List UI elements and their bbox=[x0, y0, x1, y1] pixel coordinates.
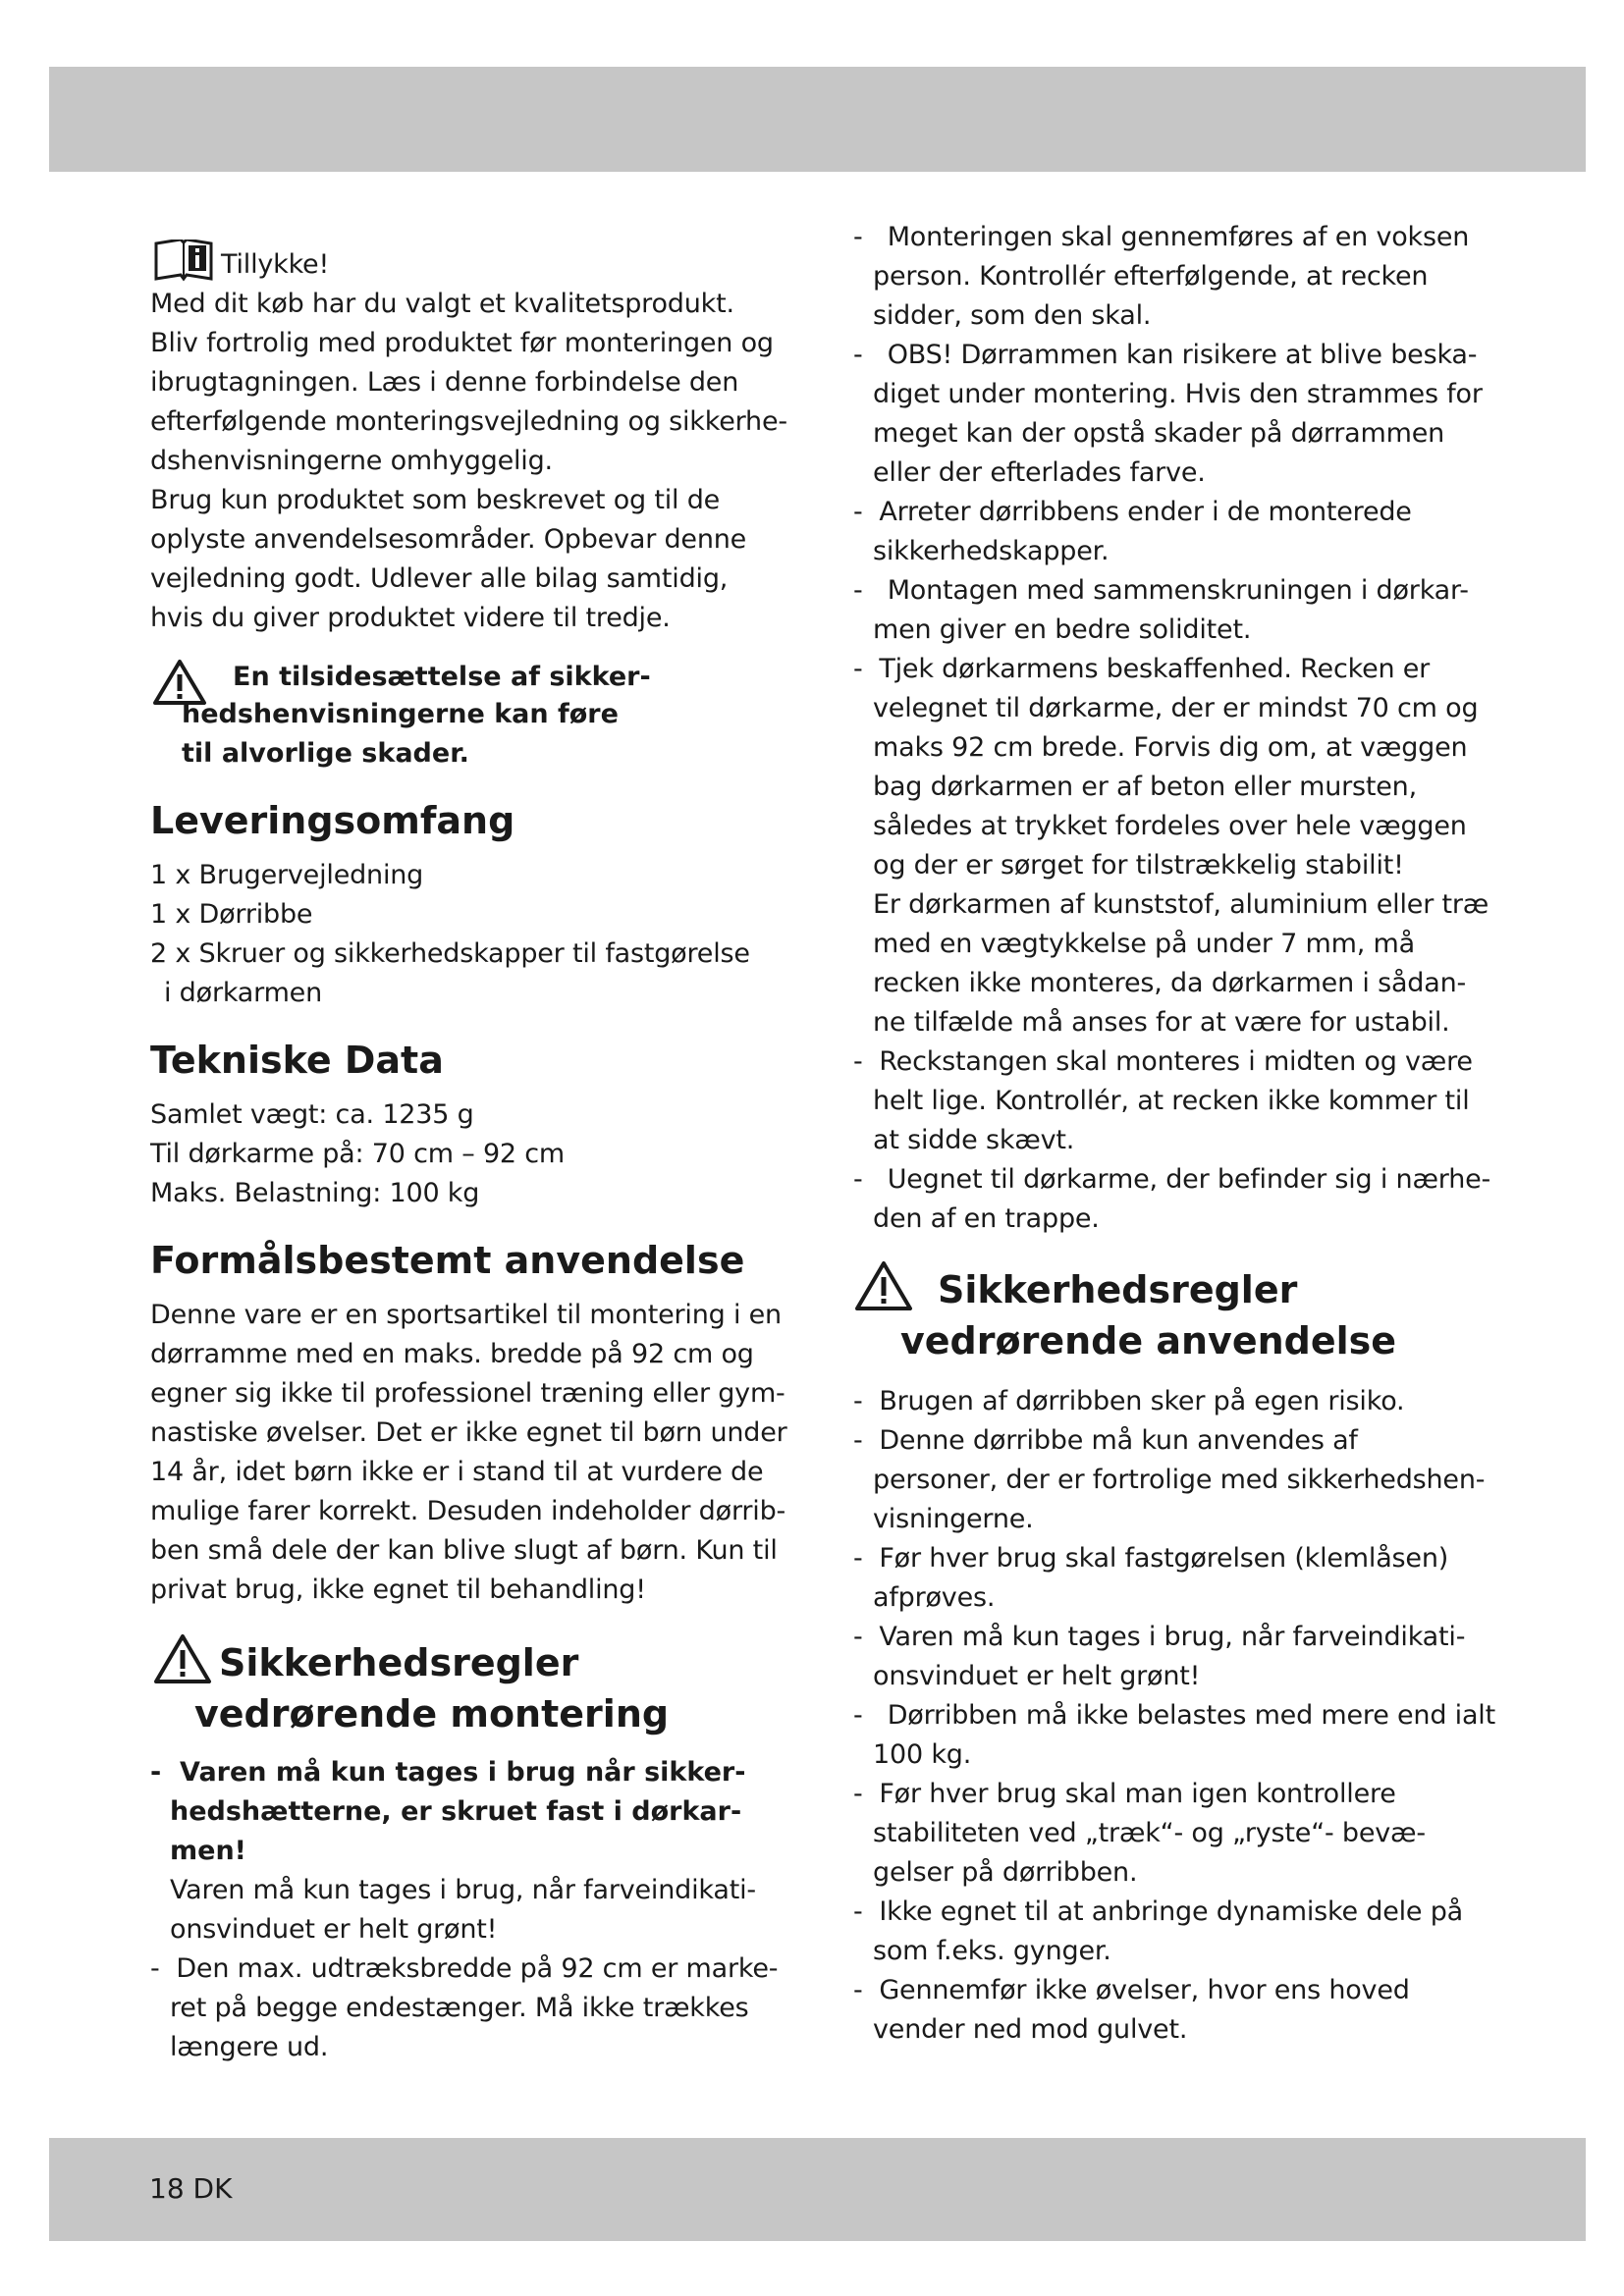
dash: - bbox=[853, 1975, 863, 2005]
intended-line: egner sig ikke til professionel træning eller gym- bbox=[150, 1378, 785, 1409]
usage-line: personer, der er fortrolige med sikkerhedshen- bbox=[873, 1465, 1486, 1495]
rule-text: Uegnet til dørkarme, der befinder sig i nærhe- bbox=[887, 1164, 1491, 1195]
intro-title: Tillykke! bbox=[221, 249, 330, 280]
dash: - bbox=[853, 1164, 863, 1195]
rule-line bbox=[853, 336, 1477, 375]
intro-line: ibrugtagningen. Læs i denne forbindelse den bbox=[150, 367, 739, 398]
rule-line bbox=[853, 218, 1469, 257]
usage-line: stabiliteten ved „træk“- og „ryste“- bevæ- bbox=[873, 1818, 1426, 1848]
rule-line: sidder, som den skal. bbox=[873, 300, 1152, 331]
footer-band bbox=[49, 2138, 1586, 2241]
usage-line bbox=[853, 1775, 1396, 1814]
rule-line: eller der efterlades farve. bbox=[873, 457, 1206, 488]
rule-text: OBS! Dørrammen kan risikere at blive beska- bbox=[887, 340, 1478, 370]
warning-text: hedshenvisningerne kan føre bbox=[182, 699, 619, 729]
dash: - bbox=[150, 1757, 162, 1788]
dash: - bbox=[853, 575, 863, 606]
usage-text: Før hver brug skal fastgørelsen (klemlåsen) bbox=[879, 1543, 1449, 1574]
tech-line: Maks. Belastning: 100 kg bbox=[150, 1178, 480, 1208]
dash: - bbox=[853, 497, 863, 527]
dash: - bbox=[853, 654, 863, 684]
intro-line: vejledning godt. Udlever alle bilag samtidig, bbox=[150, 563, 729, 594]
heading-mounting-1: Sikkerhedsregler bbox=[219, 1641, 579, 1684]
info-book-icon bbox=[153, 240, 214, 283]
page-number: 18 DK bbox=[149, 2172, 233, 2205]
mounting-line: længere ud. bbox=[170, 2032, 329, 2062]
usage-line bbox=[853, 1539, 1448, 1578]
rule-text: Monteringen skal gennemføres af en voksen bbox=[887, 222, 1470, 252]
rule-line: diget under montering. Hvis den strammes for bbox=[873, 379, 1483, 409]
rule-line: den af en trappe. bbox=[873, 1203, 1100, 1234]
heading-mounting-2: vedrørende montering bbox=[194, 1692, 670, 1735]
rule-line: helt lige. Kontrollér, at recken ikke kommer til bbox=[873, 1086, 1470, 1116]
dash: - bbox=[150, 1953, 160, 1984]
dash: - bbox=[853, 340, 863, 370]
mounting-text: Den max. udtræksbredde på 92 cm er marke- bbox=[176, 1953, 779, 1984]
usage-text: Dørribben må ikke belastes med mere end ialt bbox=[887, 1700, 1495, 1731]
intro-line: oplyste anvendelsesområder. Opbevar denne bbox=[150, 524, 747, 555]
usage-line: onsvinduet er helt grønt! bbox=[873, 1661, 1201, 1691]
warning-icon bbox=[853, 1259, 914, 1312]
dash: - bbox=[853, 1425, 863, 1456]
usage-line: som f.eks. gynger. bbox=[873, 1936, 1111, 1966]
rule-line: at sidde skævt. bbox=[873, 1125, 1075, 1155]
mounting-line bbox=[150, 1949, 778, 1989]
intended-line: Denne vare er en sportsartikel til montering i en bbox=[150, 1300, 782, 1330]
intro-line: Med dit køb har du valgt et kvalitetsprodukt. bbox=[150, 289, 734, 319]
dash: - bbox=[853, 1779, 863, 1809]
dash: - bbox=[853, 1386, 863, 1416]
rule-line bbox=[853, 493, 1412, 532]
usage-line bbox=[853, 1382, 1404, 1421]
usage-text: Før hver brug skal man igen kontrollere bbox=[879, 1779, 1396, 1809]
usage-line bbox=[853, 1971, 1410, 2010]
rule-line: person. Kontrollér efterfølgende, at recken bbox=[873, 261, 1429, 292]
usage-text: Ikke egnet til at anbringe dynamiske dele på bbox=[879, 1896, 1463, 1927]
warning-icon bbox=[152, 1632, 213, 1685]
rule-line bbox=[853, 650, 1430, 689]
usage-line bbox=[853, 1618, 1465, 1657]
rule-line: ne tilfælde må anses for at være for ustabil. bbox=[873, 1007, 1450, 1038]
usage-text: Varen må kun tages i brug, når farveindikati- bbox=[879, 1622, 1466, 1652]
rule-line bbox=[853, 1042, 1473, 1082]
usage-line: 100 kg. bbox=[873, 1739, 972, 1770]
usage-line: gelser på dørribben. bbox=[873, 1857, 1138, 1888]
usage-line: visningerne. bbox=[873, 1504, 1034, 1534]
rule-line: og der er sørget for tilstrækkelig stabilit! bbox=[873, 850, 1404, 881]
header-band bbox=[49, 67, 1586, 172]
usage-line: vender ned mod gulvet. bbox=[873, 2014, 1188, 2045]
scope-line: i dørkarmen bbox=[164, 978, 322, 1008]
usage-text: Gennemfør ikke øvelser, hvor ens hoved bbox=[879, 1975, 1410, 2005]
intended-line: 14 år, idet børn ikke er i stand til at vurdere de bbox=[150, 1457, 764, 1487]
usage-line bbox=[853, 1893, 1463, 1932]
bold-text: Varen må kun tages i brug når sikker- bbox=[180, 1757, 746, 1788]
heading-formaalsbestemt: Formålsbestemt anvendelse bbox=[150, 1239, 745, 1282]
dash: - bbox=[853, 1896, 863, 1927]
intro-line: Bliv fortrolig med produktet før monteringen og bbox=[150, 328, 774, 358]
intended-line: mulige farer korrekt. Desuden indeholder dørrib- bbox=[150, 1496, 786, 1526]
rule-line: således at trykket fordeles over hele væggen bbox=[873, 811, 1467, 841]
dash: - bbox=[853, 222, 863, 252]
rule-text: Montagen med sammenskruningen i dørkar- bbox=[887, 575, 1469, 606]
heading-usage-1: Sikkerhedsregler bbox=[938, 1268, 1298, 1311]
dash: - bbox=[853, 1622, 863, 1652]
warning-text: til alvorlige skader. bbox=[182, 738, 469, 769]
rule-line: sikkerhedskapper. bbox=[873, 536, 1110, 566]
dash: - bbox=[853, 1543, 863, 1574]
tech-line: Samlet vægt: ca. 1235 g bbox=[150, 1099, 474, 1130]
usage-line: afprøves. bbox=[873, 1582, 996, 1613]
mounting-bold-line bbox=[150, 1753, 745, 1792]
rule-line: meget kan der opstå skader på dørrammen bbox=[873, 418, 1445, 449]
rule-text: Tjek dørkarmens beskaffenhed. Recken er bbox=[879, 654, 1431, 684]
heading-usage-2: vedrørende anvendelse bbox=[900, 1319, 1397, 1362]
intro-line: hvis du giver produktet videre til tredje. bbox=[150, 603, 671, 633]
rule-line: velegnet til dørkarme, der er mindst 70 cm og bbox=[873, 693, 1479, 723]
usage-text: Brugen af dørribben sker på egen risiko. bbox=[879, 1386, 1405, 1416]
dash: - bbox=[853, 1700, 863, 1731]
rule-line: recken ikke monteres, da dørkarmen i sådan- bbox=[873, 968, 1467, 998]
intended-line: privat brug, ikke egnet til behandling! bbox=[150, 1575, 646, 1605]
rule-line: med en vægtykkelse på under 7 mm, må bbox=[873, 929, 1415, 959]
intro-line: efterfølgende monteringsvejledning og sikkerhe- bbox=[150, 406, 787, 437]
rule-line: maks 92 cm brede. Forvis dig om, at væggen bbox=[873, 732, 1468, 763]
usage-text: Denne dørribbe må kun anvendes af bbox=[879, 1425, 1358, 1456]
intended-line: ben små dele der kan blive slugt af børn. Kun til bbox=[150, 1535, 778, 1566]
dash: - bbox=[853, 1046, 863, 1077]
rule-line: Er dørkarmen af kunststof, aluminium eller træ bbox=[873, 889, 1489, 920]
intro-line: Brug kun produktet som beskrevet og til de bbox=[150, 485, 721, 515]
scope-line: 1 x Dørribbe bbox=[150, 899, 313, 930]
rule-line bbox=[853, 571, 1469, 611]
mounting-line: Varen må kun tages i brug, når farveindikati- bbox=[170, 1875, 756, 1905]
heading-leveringsomfang: Leveringsomfang bbox=[150, 799, 515, 842]
heading-tekniske-data: Tekniske Data bbox=[150, 1039, 444, 1082]
rule-line bbox=[853, 1160, 1490, 1200]
usage-line bbox=[853, 1696, 1495, 1735]
mounting-line: onsvinduet er helt grønt! bbox=[170, 1914, 498, 1945]
scope-line: 1 x Brugervejledning bbox=[150, 860, 424, 890]
mounting-bold-line: hedshætterne, er skruet fast i dørkar- bbox=[170, 1796, 742, 1827]
rule-line: bag dørkarmen er af beton eller mursten, bbox=[873, 772, 1417, 802]
rule-text: Arreter dørribbens ender i de monterede bbox=[879, 497, 1412, 527]
tech-line: Til dørkarme på: 70 cm – 92 cm bbox=[150, 1139, 566, 1169]
intended-line: dørramme med en maks. bredde på 92 cm og bbox=[150, 1339, 754, 1369]
intended-line: nastiske øvelser. Det er ikke egnet til børn under bbox=[150, 1417, 787, 1448]
mounting-line: ret på begge endestænger. Må ikke trækkes bbox=[170, 1993, 749, 2023]
intro-line: dshenvisningerne omhyggelig. bbox=[150, 446, 553, 476]
mounting-bold-line: men! bbox=[170, 1836, 246, 1866]
rule-line: men giver en bedre soliditet. bbox=[873, 614, 1252, 645]
scope-line: 2 x Skruer og sikkerhedskapper til fastgørelse bbox=[150, 938, 750, 969]
usage-line bbox=[853, 1421, 1358, 1461]
rule-text: Reckstangen skal monteres i midten og være bbox=[879, 1046, 1473, 1077]
warning-text: En tilsidesættelse af sikker- bbox=[233, 662, 651, 692]
